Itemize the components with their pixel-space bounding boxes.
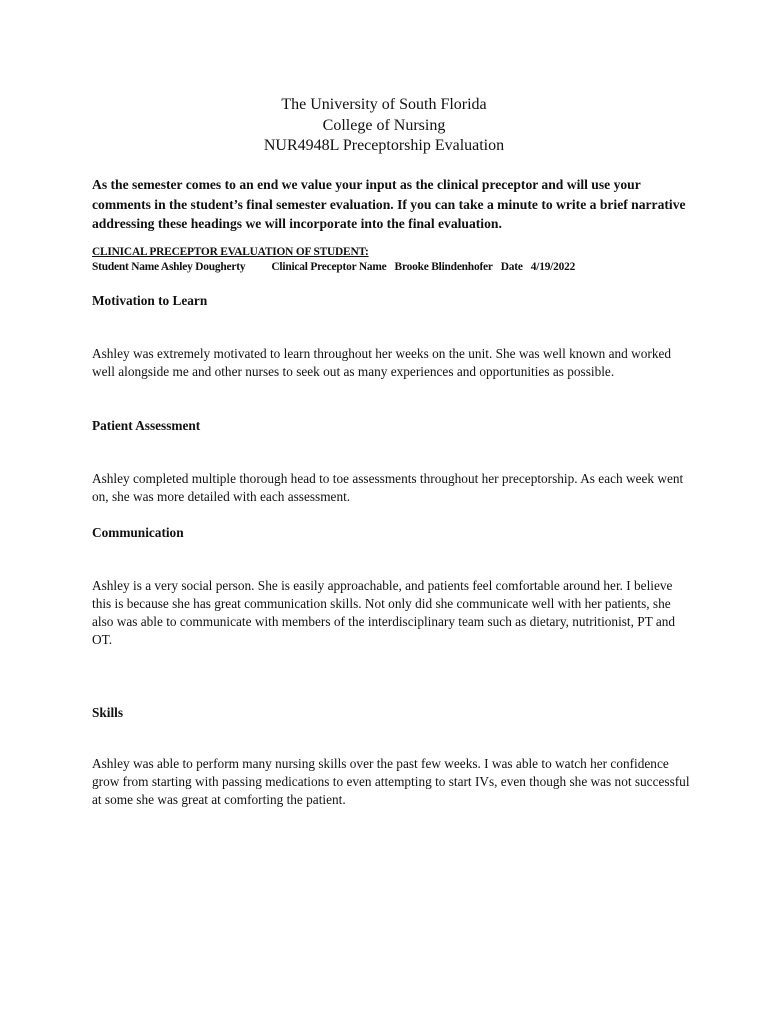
document-title xyxy=(0,95,768,157)
section-body-motivation: Ashley was extremely motivated to learn throughout her weeks on the unit. She was well known and worked well alongside me and other nurses to seek out as many experiences and opportunities as possible. xyxy=(92,346,672,379)
section-body-patient-assessment: Ashley completed multiple thorough head to toe assessments throughout her preceptorship. As each week went on, she was more detailed with each assessment. xyxy=(92,471,684,504)
section-heading-skills: Skills xyxy=(92,705,124,720)
student-name: Student Name Ashley Dougherty xyxy=(92,261,246,273)
date-value: 4/19/2022 xyxy=(530,261,576,273)
college-name: College of Nursing xyxy=(322,116,446,134)
university-name: The University of South Florida xyxy=(281,96,487,113)
section-heading-motivation: Motivation to Learn xyxy=(92,293,208,308)
evaluation-heading: CLINICAL PRECEPTOR EVALUATION OF STUDENT: xyxy=(92,246,369,258)
section-heading-patient-assessment: Patient Assessment xyxy=(92,418,201,433)
section-body-communication: Ashley is a very social person. She is easily approachable, and patients feel comfortable around her. I believe this is because she has great communication skills. Not only did she communicate well with her patients, she also was able to communicate with members of the interdisciplinary team such as dietary, nutritionist, PT and OT. xyxy=(92,578,676,647)
date-label: Date xyxy=(500,261,523,273)
preceptor-name-label: Clinical Preceptor Name xyxy=(271,261,387,273)
section-body-skills: Ashley was able to perform many nursing skills over the past few weeks. I was able to watch her confidence grow from starting with passing medications to even attempting to start IVs, even though she was not successful at some she was great at comforting the patient. xyxy=(92,756,690,807)
intro-paragraph: As the semester comes to an end we value your input as the clinical preceptor and will use your comments in the student’s final semester evaluation. If you can take a minute to write a brief narrative addressing these headings we will incorporate into the final evaluation. xyxy=(92,177,686,231)
evaluation-meta-row xyxy=(92,260,575,274)
course-evaluation-title: NUR4948L Preceptorship Evaluation xyxy=(263,137,505,154)
section-heading-communication: Communication xyxy=(92,525,184,540)
preceptor-name: Brooke Blindenhofer xyxy=(394,261,493,273)
